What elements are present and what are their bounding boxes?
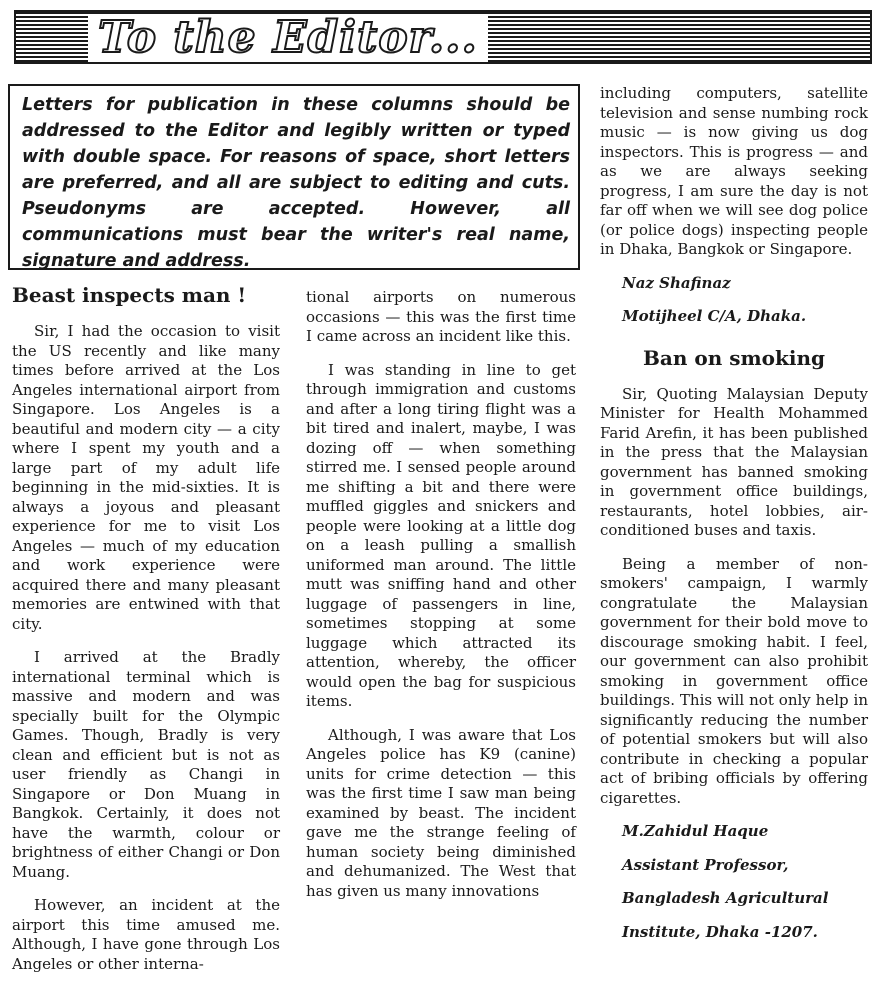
letter2-headline: Ban on smoking	[643, 345, 825, 370]
letter1-paragraph-6: Although, I was aware that Los Angeles police has K9 (canine) units for crime detection — this was the first time I saw man being examined by beast. The incident gave me the strange feeling of human society being diminished and dehumanized. The West that has given us many innovations	[306, 725, 576, 900]
column-3	[600, 84, 868, 956]
letter1-paragraph-1: Sir, I had the occasion to visit the US recently and like many times before arrived at the Los Angeles international airport from Singapore. Los Angeles is a beautiful and modern city — a city where I spent my youth and a large part of my adult life beginning in the mid-sixties. It is always a joyous and pleasant experience for me to visit Los Angeles — much of my education and work experience were acquired there and many pleasant memories are entwined with that city.	[12, 322, 280, 633]
letter1-paragraph-2: I arrived at the Bradly international terminal which is massive and modern and was specially built for the Olympic Games. Though, Bradly is very clean and efficient but is not as user friendly as Changi in Singapore or Don Muang in Bangkok. Certainly, it does not have the warmth, colour or brightness of either Changi or Don Muang.	[12, 648, 280, 881]
letter1-signature-place: Motijheel C/A, Dhaka.	[622, 307, 807, 325]
letter2-signature-place: Institute, Dhaka -1207.	[622, 922, 818, 941]
banner-title: To the Editor...	[88, 14, 488, 62]
notice-text: Letters for publication in these columns should be addressed to the Editor and legibly written or typed with double space. For reasons of space, short letters are preferred, and all are subject to editing and cuts. Pseudonyms are accepted. However, all communications must bear the writer's real name, signature and address.	[22, 95, 570, 271]
letter1-paragraph-7: including computers, satellite television and sense numbing rock music — is now giving us dog inspectors. This is progress — and as we are always seeking progress, I am sure the day is not far off when we will see dog police (or police dogs) inspecting people in Dhaka, Bangkok or Singapore.	[600, 84, 868, 258]
letter1-headline: Beast inspects man !	[12, 283, 247, 307]
column-2	[306, 288, 576, 915]
letter2-paragraph-1: Sir, Quoting Malaysian Deputy Minister for Health Mohammed Farid Arefin, it has been published in the press that the Malaysian government has banned smoking in government office buildings, restaurants, hotel lobbies, air-conditioned buses and taxis.	[600, 384, 868, 539]
letter1-paragraph-5: I was standing in line to get through immigration and customs and after a long tiring flight was a bit tired and inalert, maybe, I was dozing off — when something stirred me. I sensed people around me shifting a bit and there were muffled giggles and snickers and people were looking at a little dog on a leash pulling a smallish uniformed man around. The little mutt was sniffing hand and other luggage of passengers in line, sometimes stopping at some luggage which attracted its attention, whereby, the officer would open the bag for suspicious items.	[306, 360, 576, 710]
editor-banner	[14, 10, 872, 64]
letter1-signature-name: Naz Shafinaz	[622, 273, 731, 292]
letter2-signature-name: M.Zahidul Haque	[622, 822, 769, 840]
letter1-paragraph-4: tional airports on numerous occasions — this was the first time I came across an incident like this.	[306, 288, 576, 345]
letter2-signature-title: Assistant Professor,	[622, 855, 789, 874]
letter2-paragraph-2: Being a member of non-smokers' campaign, I warmly congratulate the Malaysian government for their bold move to discourage smoking habit. I feel, our government can also prohibit smoking in government office buildings. This will not only help in significantly reducing the number of potential smokers but will also contribute in checking a popular act of bribing officials by offering cigarettes.	[600, 554, 868, 807]
column-1	[12, 282, 280, 988]
letter2-signature-org: Bangladesh Agricultural	[622, 889, 829, 907]
editorial-notice-box	[8, 84, 580, 270]
letter1-paragraph-3: However, an incident at the airport this time amused me. Although, I have gone through Los Angeles or other interna-	[12, 896, 280, 973]
